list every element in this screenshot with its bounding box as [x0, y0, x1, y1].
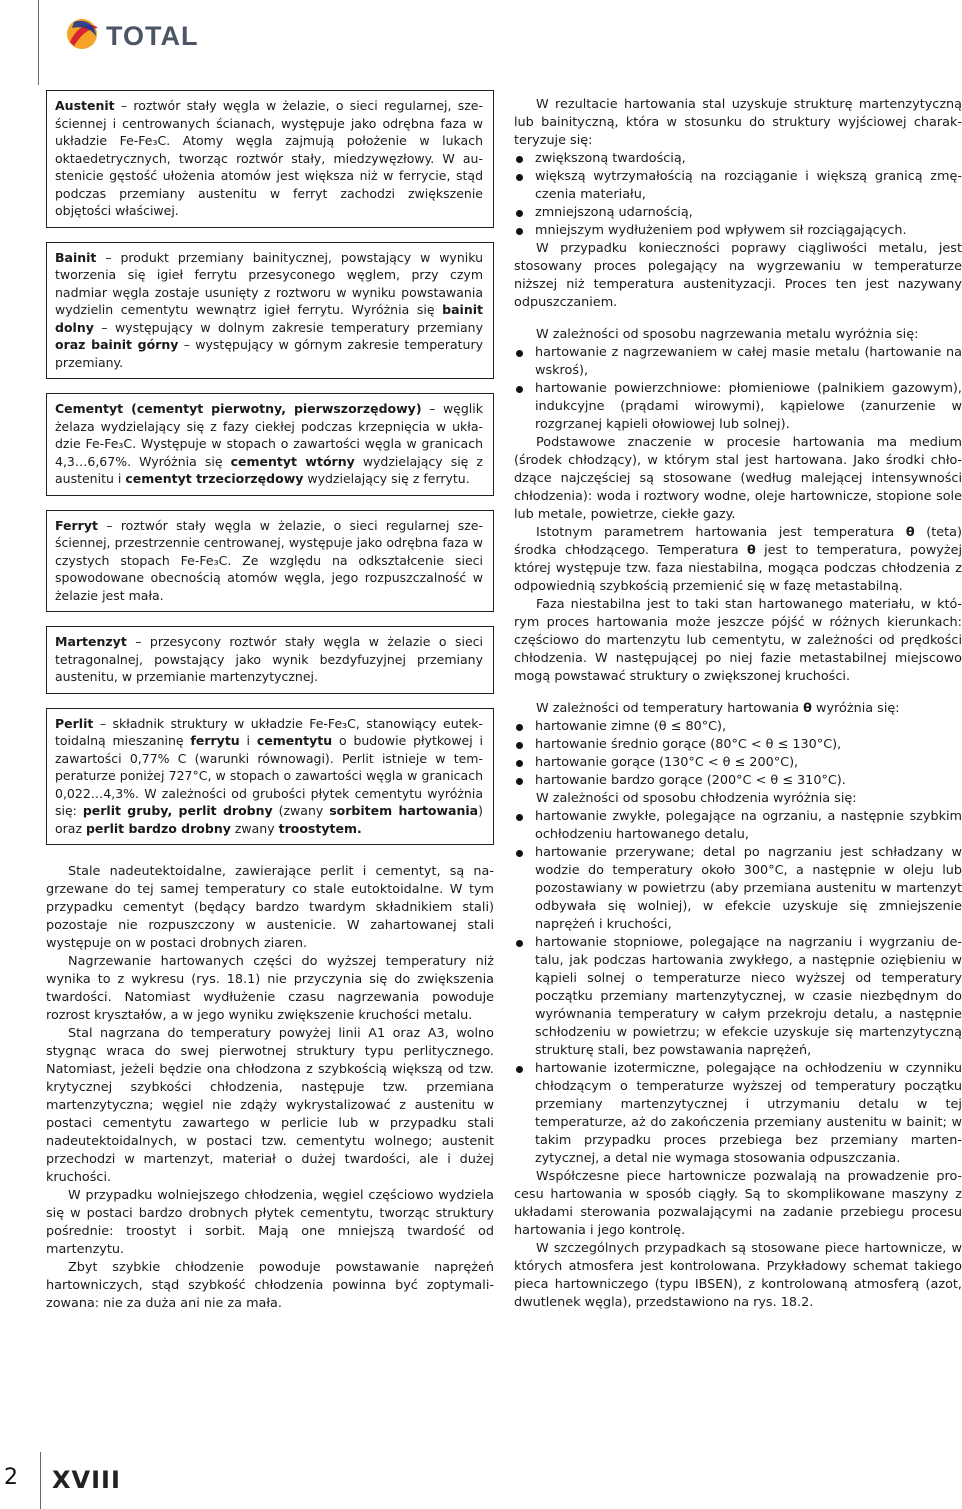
- theta-symbol: θ: [803, 701, 812, 716]
- definition-text: – roztwór stały węgla w żelazie, o sieci regularnej sześciennej, przestrzennie centrowanej, występuje jako odrębna faza w czystych stopach Fe-Fe₃C. Ze względu na odkształcenie sieci spowodowane obecnością atomów węgla, jego rozpuszczalność w żelazie jest mała.: [55, 517, 483, 603]
- list-item: hartowanie izotermiczne, polegające na ochłodzeniu w czynniku chłodzącym o temperaturze wyższej od temperatury początku przemiany martenzytycznej i utrzymaniu detalu w tej temperaturze, aż do zakończenia przemiany austenitu w bainit; w takim przypadku proces przebiega bez przemiany martenzytycznej, a detal nie wymaga stosowania odpuszczania.: [514, 1060, 962, 1168]
- definition-term: cementyt trzeciorzędowy: [125, 471, 304, 486]
- list-item: większą wytrzymałością na rozciąganie i większą granicą zmęczenia materiału,: [514, 168, 962, 204]
- total-logo: [62, 14, 272, 56]
- list-item: hartowanie przerywane; detal po nagrzaniu jest schładzany w wodzie do temperatury około 300°C, a następnie w oleju lub pozostawiany w powietrzu (aby przemiana austenitu w martenzyt odbywała się wolniej), w efekcie uzyskuje się zmniejszenie naprężeń i kruchości,: [514, 844, 962, 934]
- paragraph-temp-intro: [514, 700, 962, 718]
- paragraph: Podstawowe znaczenie w procesie hartowania ma medium (środek chłodzący), w którym stal jest hartowana. Jako środki chłodzące najczęściej są stosowane (według malejącej intensywności chłodzenia): woda i roztwory wodne, oleje hartownicze, stopione sole lub metale, powietrze, ciekłe gazy.: [514, 435, 962, 522]
- list-item: hartowanie gorące (130°C < θ ≤ 200°C),: [514, 754, 962, 772]
- definition-text: i: [239, 733, 257, 748]
- definition-text: wydzielający się z ferrytu.: [303, 471, 470, 486]
- paragraph: W zależności od sposobu nagrzewania metalu wyróżnia się:: [536, 327, 919, 342]
- definition-text: ) oraz: [55, 803, 484, 836]
- definition-term: perlit gruby, perlit drobny: [82, 803, 273, 818]
- definition-text: (zwany: [272, 803, 330, 818]
- list-item: hartowanie zimne (θ ≤ 80°C),: [514, 718, 962, 736]
- right-column: [514, 96, 962, 1312]
- total-logo-wordmark: TOTAL: [106, 21, 199, 51]
- definition-term: sorbitem hartowania: [329, 803, 479, 818]
- left-body-text: [46, 863, 494, 1313]
- list-item: hartowanie stopniowe, polegające na nagrzaniu i wygrzaniu detalu, jak podczas hartowania zwykłego, a następnie oziębieniu w kąpieli solnej o temperaturze nieco wyższej od temperatury początku przemiany martenzytycznej, w czasie niezbędnym do wyrównania temperatury w całym przekroju detalu, a następnie schłodzeniu w powietrzu; w efekcie uzyskuje się martenzytyczną strukturę stali, bez powstawania naprężeń,: [514, 934, 962, 1060]
- temperature-methods-list: [514, 718, 962, 790]
- list-item: hartowanie powierzchniowe: płomieniowe (palnikiem gazowym), indukcyjne (prądami wirowymi), kąpielowe (zanurzenie w rozgrzanej kąpieli ołowiowej lub solnej).: [514, 380, 962, 434]
- definition-term: ferrytu: [190, 733, 240, 748]
- paragraph: W rezultacie hartowania stal uzyskuje strukturę martenzytyczną lub bainityczną, która w stosunku do struktury wyjściowej charakteryzuje się:: [514, 97, 962, 148]
- list-item: hartowanie bardzo gorące (200°C < θ ≤ 310°C).: [514, 772, 962, 790]
- footer-rule: [40, 1452, 41, 1509]
- definition-term: Perlit: [55, 715, 94, 731]
- definition-term: perlit bardzo drobny: [85, 820, 231, 836]
- list-item: hartowanie średnio gorące (80°C < θ ≤ 130°C),: [514, 736, 962, 754]
- paragraph: Stal nagrzana do temperatury powyżej linii A1 oraz A3, wolno stygnąc wraca do swej pierwotnej struktury typu perlitycznego. Natomiast, jeżeli będzie ona chłodzona z szybkością większą od tzw. krytycznej szybkości chłodzenia, następuje tzw. przemiana martenzytyczna; węgiel nie zdąży wykrystalizować z austenitu w postaci cementytu zawartego w perlicie lub w przypadku stali nadeutektoidalnych, w postaci tzw. cementytu wolnego; austenit przechodzi w martenzyt, materiał o dużej twardości, ale i dużej kruchości.: [46, 1026, 494, 1185]
- paragraph: Faza niestabilna jest to taki stan hartowanego materiału, w którym proces hartowania może jeszcze pójść w różnych kierunkach: częściowo do martenzytu lub cementytu, w zależności od prędkości chłodzenia. W następującej po niej fazie metastabilnej miejscowo mogą powstawać struktury o zwiększonej kruchości.: [514, 597, 962, 684]
- paragraph: W przypadku konieczności poprawy ciągliwości metalu, jest stosowany proces polegający na wygrzewaniu w temperaturze niższej niż temperatura austenityzacji. Proces ten jest nazywany odpuszczaniem.: [514, 241, 962, 310]
- properties-list: [514, 150, 962, 240]
- definition-term: Ferryt: [55, 517, 98, 533]
- definition-text: – występujący w górnym zakresie temperatury przemiany.: [55, 337, 483, 370]
- page-number: 2: [4, 1465, 18, 1490]
- text-span: Istotnym parametrem hartowania jest temperatura: [536, 525, 906, 540]
- definition-term: Bainit: [55, 249, 97, 265]
- definition-text: – roztwór stały węgla w żelazie, o sieci regularnej, sześciennej i centrowanych ścianach, występuje jako odrębna faza w układzie Fe-Fe₃C. Atomy węgla zajmują położenie w lukach oktaedetrycznych, tworząc roztwór stały, miedzywęzłowy. W austenicie gęstość ułożenia atomów jest większa niż w ferrycie, stąd podczas przemiany austenitu w ferryt zachodzi zwiększenie objętości właściwej.: [55, 98, 483, 218]
- definition-term: cementytu: [256, 733, 333, 748]
- total-logo-icon: [62, 14, 272, 56]
- definition-austenit: [46, 90, 494, 228]
- text-span: wyróżnia się:: [811, 701, 900, 716]
- list-item: zmniejszoną udarnością,: [514, 204, 962, 222]
- definition-term: Cementyt (cementyt pierwotny, pierwszorzędowy): [55, 401, 422, 416]
- definition-term: Austenit: [55, 98, 115, 113]
- definition-text: – produkt przemiany bainitycznej, powstający w wyniku tworzenia się igieł ferrytu przesyconego węglem, przy czym nadmiar węgla zostaje usunięty z roztworu w wyniku powstawania wydzielin cementytu wewnątrz igieł ferrytu. Wyróżnia się: [55, 249, 483, 317]
- definition-text: – węglik żelaza wydzielający się z fazy ciekłej podczas krzepnięcia w układzie Fe-Fe₃C. Występuje w stopach o zawartości węgla w granicach 4,3…6,67%. Wyróżnia się: [55, 401, 483, 469]
- definition-perlit: [46, 708, 494, 846]
- header-rule: [38, 0, 39, 85]
- definition-text: – składnik struktury w układzie Fe-Fe₃C, stanowiący eutektoidalną mieszaninę: [55, 715, 483, 748]
- definition-bainit: [46, 242, 494, 380]
- definition-term: Martenzyt: [55, 634, 127, 649]
- definition-term: troostytem.: [278, 820, 362, 836]
- definition-text: o budowie płytkowej i zawartości 0,77% C (warunki równowagi). Perlit istnieje w temperaturze poniżej 727°C, w stopach o zawartości węgla w granicach 0,022…4,3%. W zależności od grubości płytek cementytu wyróżnia się:: [55, 733, 484, 818]
- paragraph: W szczególnych przypadkach są stosowane piece hartownicze, w których atmosfera jest kontrolowana. Przykładowy schemat takiego pieca hartowniczego (typu IBSEN), z kontrolowaną atmosferą (azot, dwutlenek węgla), przedstawiono na rys. 18.2.: [514, 1241, 962, 1310]
- theta-symbol: θ: [746, 543, 756, 558]
- definition-text: – przesycony roztwór stały węgla w żelazie o sieci tetragonalnej, powstający jako wynik bezdyfuzyjnej przemiany austenitu, w przemianie martenzytycznej.: [55, 634, 483, 684]
- list-item: mniejszym wydłużeniem pod wpływem sił rozciągających.: [514, 222, 962, 240]
- definition-martenzyt: [46, 626, 494, 694]
- definition-text: – występujący w dolnym zakresie temperatury przemiany: [93, 319, 483, 335]
- theta-symbol: θ: [905, 525, 915, 540]
- list-item: hartowanie zwykłe, polegające na ogrzaniu, a następnie szybkim ochłodzeniu hartowanego detalu,: [514, 808, 962, 844]
- paragraph-theta: [514, 524, 962, 596]
- definition-term: oraz bainit górny: [55, 337, 179, 352]
- paragraph: W zależności od sposobu chłodzenia wyróżnia się:: [536, 791, 857, 806]
- paragraph: Współczesne piece hartownicze pozwalają na prowadzenie procesu hartowania w sposób ciągły. Są to skomplikowane maszyny z układami sterowania pozwalającymi na zadanie przebiegu procesu hartowania i jego kontrolę.: [514, 1169, 962, 1238]
- paragraph: Zbyt szybkie chłodzenie powoduje powstawanie naprężeń hartowniczych, stąd szybkość chłodzenia powinna być zoptymalizowana: nie za duża ani nie za mała.: [46, 1260, 494, 1311]
- definition-term: cementyt wtórny: [230, 453, 355, 469]
- definition-term: bainit dolny: [55, 302, 483, 335]
- definition-ferryt: [46, 510, 494, 613]
- definition-cementyt: [46, 393, 494, 496]
- definition-text: wydzielający się z austenitu i: [55, 453, 483, 486]
- heating-methods-list: [514, 344, 962, 434]
- text-span: W zależności od temperatury hartowania: [536, 701, 804, 716]
- list-item: hartowanie z nagrzewaniem w całej masie metalu (hartowanie na wskroś),: [514, 344, 962, 380]
- cooling-methods-list: [514, 808, 962, 1168]
- paragraph: Nagrzewanie hartowanych części do wyższej temperatury niż wynika to z wykresu (rys. 18.1) nie przyczynia się do zwiększenia twardości. Natomiast wydłużenie czasu nagrzewania powoduje rozrost kryształów, a w jego wyniku zwiększenie kruchości metalu.: [46, 954, 494, 1023]
- paragraph: Stale nadeutektoidalne, zawierające perlit i cementyt, są nagrzewane do tej samej temperatury co stale eutoktoidalne. W tym przypadku cementyt (będący bardzo twardym składnikiem stali) pozostaje nie rozpuszczony w austenicie. W zahartowanej stali występuje on w postaci drobnych ziaren.: [46, 864, 494, 951]
- text-span: (teta) środka chłodzącego. Temperatura: [514, 525, 962, 558]
- text-span: jest to temperatura, powyżej której występuje tzw. faza niestabilna, mogąca podczas chłodzenia z odpowiednią szybkością przemienić się w fazę metastabilną.: [514, 543, 962, 594]
- definition-text: zwany: [230, 820, 279, 836]
- left-column: [46, 90, 494, 1313]
- chapter-number: XVIII: [52, 1466, 121, 1494]
- paragraph: W przypadku wolniejszego chłodzenia, węgiel częściowo wydziela się w postaci bardzo drobnych płytek cementytu, tworząc struktury pośrednie: troostyt i sorbit. Mają one mniejszą twardość od martenzytu.: [46, 1188, 494, 1257]
- list-item: zwiększoną twardością,: [514, 150, 962, 168]
